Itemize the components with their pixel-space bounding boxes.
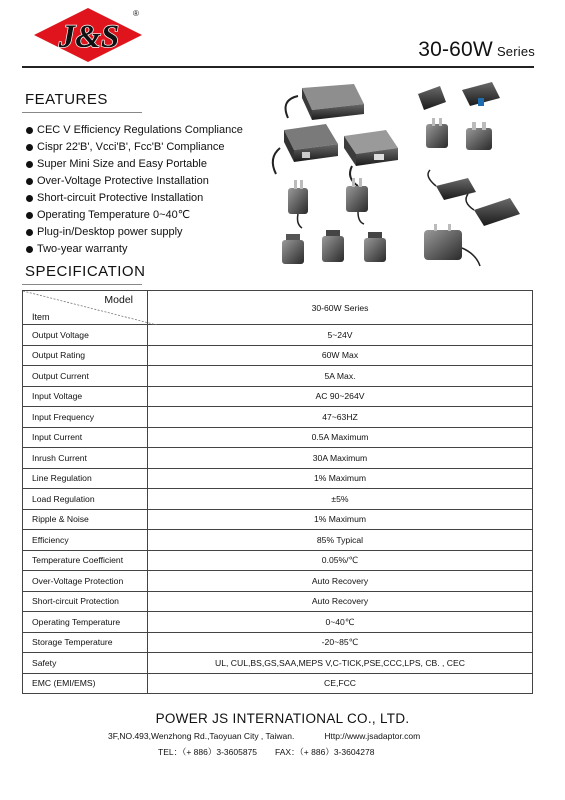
features-heading-text: FEATURES — [22, 91, 110, 109]
desktop-adapter-image — [286, 84, 364, 120]
table-row: Short-circuit Protection Auto Recovery — [23, 591, 533, 612]
table-row: Efficiency 85% Typical — [23, 530, 533, 551]
features-heading-underline — [22, 112, 142, 113]
feature-item: Short-circuit Protective Installation — [26, 190, 243, 207]
bullet-icon — [26, 161, 33, 168]
footer-address: 3F,NO.493,Wenzhong Rd.,Taoyuan City , Taiwan. — [108, 731, 295, 741]
table-row: Load Regulation ±5% — [23, 489, 533, 510]
table-row: Input Frequency 47~63HZ — [23, 407, 533, 428]
table-row: Storage Temperature -20~85℃ — [23, 632, 533, 653]
table-row: EMC (EMI/EMS) CE,FCC — [23, 673, 533, 694]
footer-company-name: POWER JS INTERNATIONAL CO., LTD. — [155, 711, 410, 726]
header-series-value: 30-60W Series — [148, 291, 533, 325]
footer-website-link[interactable]: Http://www.jsadaptor.com — [324, 731, 421, 741]
table-row: Output Rating 60W Max — [23, 345, 533, 366]
table-row: Line Regulation 1% Maximum — [23, 468, 533, 489]
bullet-icon — [26, 195, 33, 202]
wall-adapter-image — [288, 180, 308, 228]
table-header-row — [23, 291, 533, 325]
registered-mark: ® — [133, 9, 139, 18]
header-item-label: Item — [32, 312, 50, 322]
specification-table — [22, 290, 533, 694]
feature-item: Plug-in/Desktop power supply — [26, 224, 243, 241]
wall-adapter-image — [282, 234, 304, 264]
specification-heading — [22, 263, 534, 285]
specification-heading-underline — [22, 284, 142, 285]
footer-contact-line — [158, 746, 374, 758]
footer-tel: TEL：（+ 886）3-3605875 — [158, 747, 257, 757]
feature-item: Two-year warranty — [26, 241, 243, 258]
bullet-icon — [26, 178, 33, 185]
logo-graphic — [32, 6, 144, 64]
plug-adapter-image — [418, 82, 500, 110]
plug-adapter-image — [426, 118, 492, 150]
table-row: Inrush Current 30A Maximum — [23, 448, 533, 469]
feature-item: CEC V Efficiency Regulations Compliance — [26, 122, 243, 139]
feature-item: Cispr 22'B', Vcci'B', Fcc'B' Compliance — [26, 139, 243, 156]
table-row: Output Voltage 5~24V — [23, 325, 533, 346]
table-row: Input Voltage AC 90~264V — [23, 386, 533, 407]
bullet-icon — [26, 144, 33, 151]
header-divider — [22, 66, 534, 68]
table-row: Over-Voltage Protection Auto Recovery — [23, 571, 533, 592]
footer-fax: FAX：（+ 886）3-3604278 — [275, 747, 375, 757]
series-suffix: Series — [496, 44, 535, 59]
features-list — [26, 122, 243, 258]
feature-item: Operating Temperature 0~40℃ — [26, 207, 243, 224]
footer-address-line — [108, 731, 420, 741]
table-row: Input Current 0.5A Maximum — [23, 427, 533, 448]
company-logo — [32, 6, 144, 64]
bullet-icon — [26, 246, 33, 253]
desktop-adapter-image — [428, 170, 520, 226]
header-model-label: Model — [104, 294, 133, 306]
table-row: Safety UL, CUL,BS,GS,SAA,MEPS V,C-TICK,PSE,CCC,LPS, CB. , CEC — [23, 653, 533, 674]
bullet-icon — [26, 127, 33, 134]
table-header-corner — [23, 291, 148, 325]
desktop-adapter-image — [273, 124, 338, 174]
series-title — [418, 38, 535, 62]
series-wattage: 30-60W — [418, 38, 493, 61]
wall-adapter-image — [322, 230, 344, 262]
bullet-icon — [26, 212, 33, 219]
table-row: Temperature Coefficient 0.05%/℃ — [23, 550, 533, 571]
table-row: Ripple & Noise 1% Maximum — [23, 509, 533, 530]
bullet-icon — [26, 229, 33, 236]
feature-item: Over-Voltage Protective Installation — [26, 173, 243, 190]
table-row: Operating Temperature 0~40℃ — [23, 612, 533, 633]
logo-text: J&S — [58, 19, 120, 55]
specification-heading-text: SPECIFICATION — [22, 263, 147, 281]
wall-adapter-image — [424, 224, 480, 266]
product-photos — [266, 78, 528, 268]
table-row: Output Current 5A Max. — [23, 366, 533, 387]
wall-adapter-image — [364, 232, 386, 262]
desktop-adapter-image — [344, 130, 398, 186]
feature-item: Super Mini Size and Easy Portable — [26, 156, 243, 173]
